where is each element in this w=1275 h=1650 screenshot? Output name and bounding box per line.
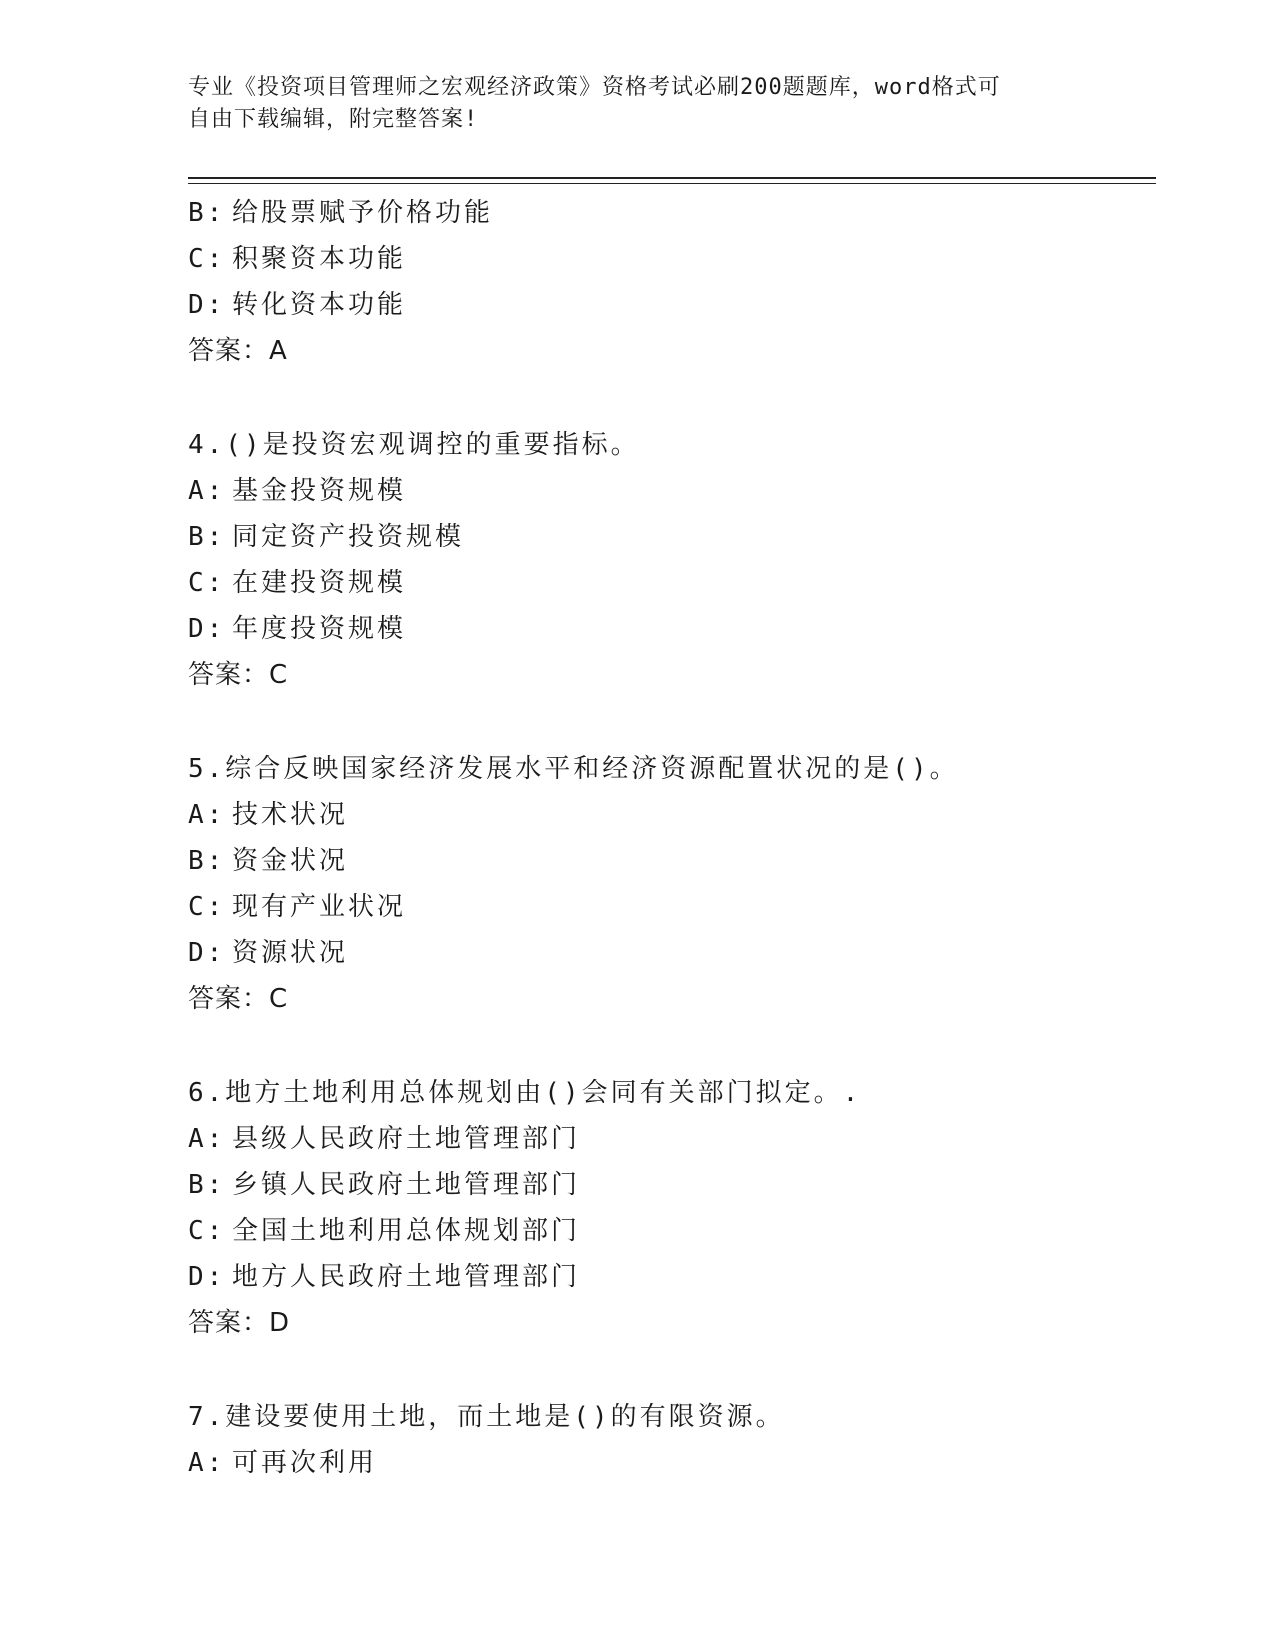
option-c — [188, 560, 1156, 606]
option-text: 县级人民政府土地管理部门 — [232, 1124, 581, 1154]
answer: 答案：C — [188, 660, 289, 690]
option-d — [188, 282, 1156, 328]
option-label: B: — [188, 1170, 226, 1200]
option-text: 现有产业状况 — [232, 892, 407, 922]
option-label: A: — [188, 1448, 226, 1478]
question-5 — [188, 746, 1156, 1022]
option-a — [188, 1440, 1156, 1486]
header-line-1: 专业《投资项目管理师之宏观经济政策》资格考试必刷200题题库，word格式可 — [188, 75, 1001, 100]
option-b — [188, 1162, 1156, 1208]
option-a — [188, 468, 1156, 514]
option-label: C: — [188, 892, 226, 922]
question-stem: 6.地方土地利用总体规划由()会同有关部门拟定。. — [188, 1078, 862, 1108]
question-stem: 7.建设要使用土地，而土地是()的有限资源。 — [188, 1402, 785, 1432]
option-d — [188, 930, 1156, 976]
option-label: A: — [188, 1124, 226, 1154]
option-label: C: — [188, 1216, 226, 1246]
option-text: 技术状况 — [232, 800, 349, 830]
question-list — [188, 190, 1156, 1486]
option-text: 可再次利用 — [232, 1448, 378, 1478]
option-label: C: — [188, 568, 226, 598]
option-label: A: — [188, 476, 226, 506]
header-divider-thin — [188, 183, 1156, 184]
option-label: A: — [188, 800, 226, 830]
question-4 — [188, 422, 1156, 698]
option-c — [188, 1208, 1156, 1254]
option-text: 在建投资规模 — [232, 568, 407, 598]
option-d — [188, 606, 1156, 652]
option-label: C: — [188, 244, 226, 274]
option-label: B: — [188, 198, 226, 228]
option-label: B: — [188, 522, 226, 552]
option-text: 同定资产投资规模 — [232, 522, 465, 552]
answer: 答案：D — [188, 1308, 291, 1338]
option-text: 年度投资规模 — [232, 614, 407, 644]
option-a — [188, 1116, 1156, 1162]
answer: 答案：C — [188, 984, 289, 1014]
option-text: 转化资本功能 — [232, 290, 407, 320]
answer: 答案：A — [188, 336, 288, 366]
question-3-tail — [188, 190, 1156, 374]
option-text: 地方人民政府土地管理部门 — [232, 1262, 581, 1292]
option-d — [188, 1254, 1156, 1300]
option-label: D: — [188, 938, 226, 968]
question-stem: 4.()是投资宏观调控的重要指标。 — [188, 430, 640, 460]
question-7 — [188, 1394, 1156, 1486]
question-6 — [188, 1070, 1156, 1346]
option-c — [188, 884, 1156, 930]
option-label: B: — [188, 846, 226, 876]
option-text: 资源状况 — [232, 938, 349, 968]
option-b — [188, 838, 1156, 884]
document-header — [188, 72, 1088, 136]
option-b — [188, 190, 1156, 236]
option-c — [188, 236, 1156, 282]
header-line-2: 自由下载编辑，附完整答案! — [188, 107, 479, 132]
option-label: D: — [188, 290, 226, 320]
option-b — [188, 514, 1156, 560]
option-a — [188, 792, 1156, 838]
option-text: 积聚资本功能 — [232, 244, 407, 274]
question-stem: 5.综合反映国家经济发展水平和经济资源配置状况的是()。 — [188, 754, 959, 784]
header-divider-thick — [188, 177, 1156, 179]
option-label: D: — [188, 1262, 226, 1292]
option-text: 全国土地利用总体规划部门 — [232, 1216, 581, 1246]
option-text: 给股票赋予价格功能 — [232, 198, 494, 228]
option-label: D: — [188, 614, 226, 644]
option-text: 乡镇人民政府土地管理部门 — [232, 1170, 581, 1200]
option-text: 资金状况 — [232, 846, 349, 876]
option-text: 基金投资规模 — [232, 476, 407, 506]
